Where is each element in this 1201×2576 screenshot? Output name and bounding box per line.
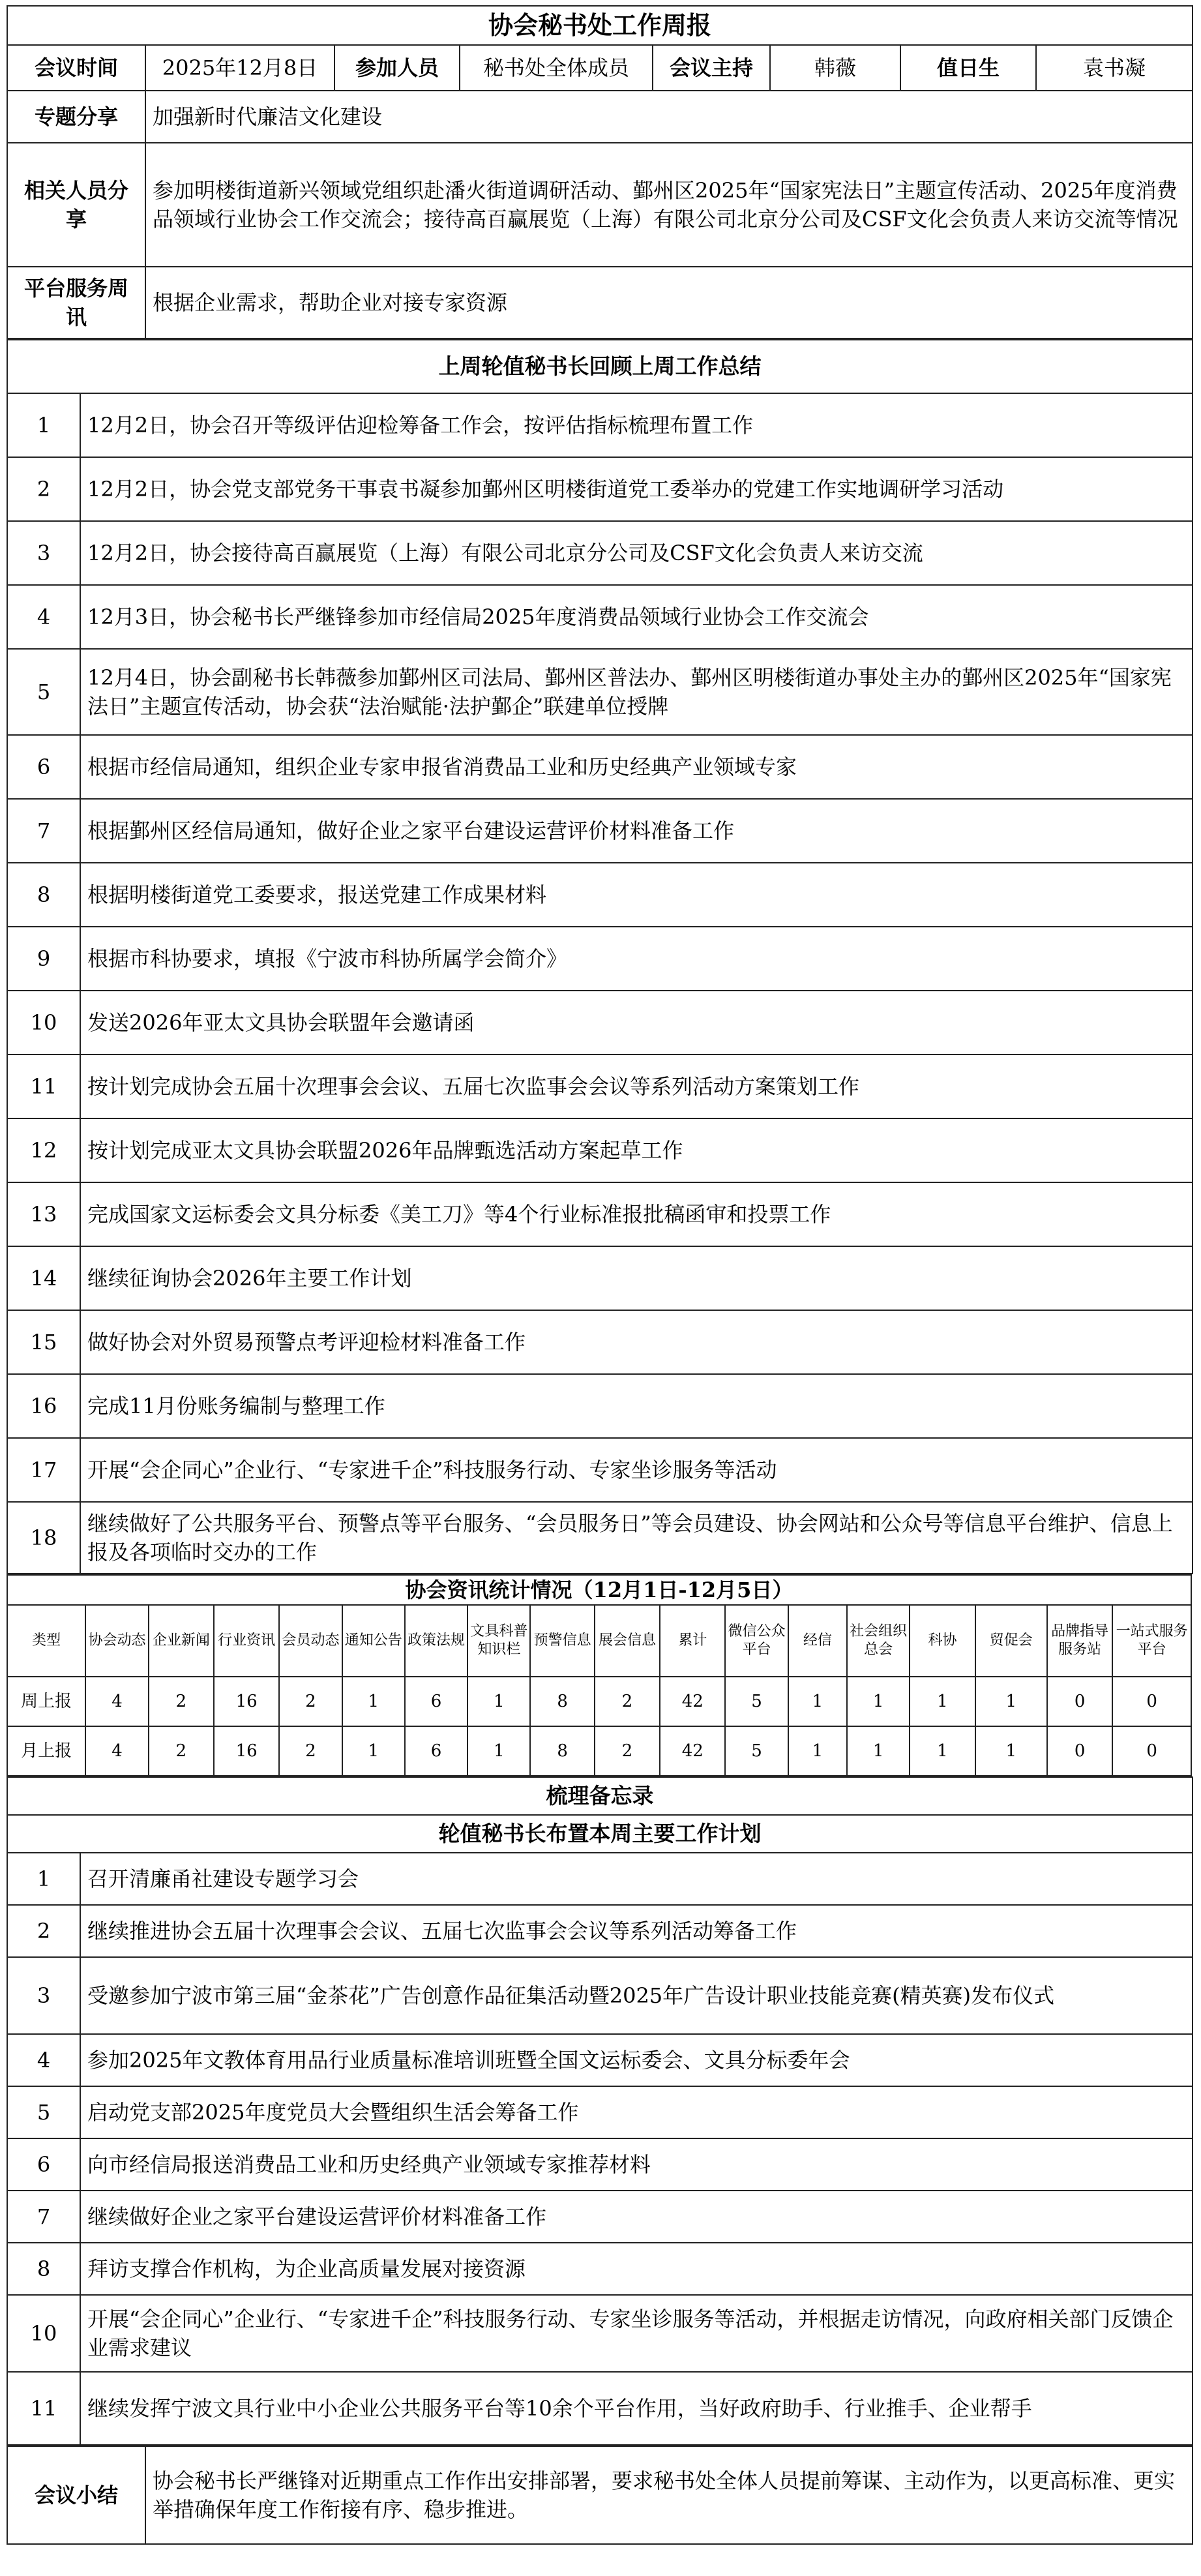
stats-cell: 1 bbox=[975, 1726, 1047, 1776]
stats-cell: 1 bbox=[342, 1677, 405, 1726]
stats-column-header: 累计 bbox=[660, 1605, 725, 1677]
last-week-item-text: 按计划完成协会五届十次理事会会议、五届七次监事会会议等系列活动方案策划工作 bbox=[80, 1055, 1193, 1118]
last-week-item-number: 1 bbox=[7, 393, 80, 457]
last-week-item-text: 12月2日，协会党支部党务干事袁书凝参加鄞州区明楼街道党工委举办的党建工作实地调研学习活动 bbox=[80, 457, 1193, 521]
memo-heading: 梳理备忘录 bbox=[7, 1777, 1193, 1815]
stats-column-header: 微信公众平台 bbox=[725, 1605, 788, 1677]
stats-column-header: 类型 bbox=[7, 1605, 85, 1677]
stats-table bbox=[7, 1574, 1192, 1776]
duty-value: 袁书凝 bbox=[1036, 45, 1193, 91]
last-week-table bbox=[7, 339, 1193, 1574]
host-label: 会议主持 bbox=[653, 45, 770, 91]
stats-cell: 0 bbox=[1112, 1677, 1191, 1726]
stats-column-header: 行业资讯 bbox=[214, 1605, 279, 1677]
stats-cell: 16 bbox=[214, 1726, 279, 1776]
stats-cell: 4 bbox=[85, 1677, 148, 1726]
stats-column-header: 品牌指导服务站 bbox=[1047, 1605, 1112, 1677]
stats-column-header: 文具科普知识栏 bbox=[467, 1605, 530, 1677]
this-week-item-text: 召开清廉甬社建设专题学习会 bbox=[80, 1853, 1193, 1905]
this-week-item-text: 向市经信局报送消费品工业和历史经典产业领域专家推荐材料 bbox=[80, 2138, 1193, 2191]
stats-cell: 8 bbox=[530, 1726, 594, 1776]
this-week-item bbox=[7, 2295, 1193, 2372]
last-week-item-number: 8 bbox=[7, 863, 80, 927]
this-week-item-text: 参加2025年文教体育用品行业质量标准培训班暨全国文运标委会、文具分标委年会 bbox=[80, 2034, 1193, 2086]
stats-column-header: 通知公告 bbox=[342, 1605, 405, 1677]
summary-label: 会议小结 bbox=[7, 2446, 145, 2544]
last-week-item-text: 继续征询协会2026年主要工作计划 bbox=[80, 1246, 1193, 1310]
stats-row bbox=[7, 1677, 1191, 1726]
stats-cell: 1 bbox=[467, 1726, 530, 1776]
this-week-item bbox=[7, 2034, 1193, 2086]
last-week-item-number: 10 bbox=[7, 991, 80, 1055]
this-week-item bbox=[7, 2191, 1193, 2243]
sharing-label: 相关人员分享 bbox=[7, 143, 145, 267]
attendees-value: 秘书处全体成员 bbox=[460, 45, 653, 91]
this-week-item-number: 7 bbox=[7, 2191, 80, 2243]
this-week-item-text: 受邀参加宁波市第三届“金茶花”广告创意作品征集活动暨2025年广告设计职业技能竞赛(精英赛)发布仪式 bbox=[80, 1957, 1193, 2034]
stats-column-header: 政策法规 bbox=[405, 1605, 467, 1677]
last-week-item bbox=[7, 521, 1193, 585]
this-week-item-number: 3 bbox=[7, 1957, 80, 2034]
stats-column-header: 一站式服务平台 bbox=[1112, 1605, 1191, 1677]
last-week-item bbox=[7, 799, 1193, 863]
last-week-item-number: 15 bbox=[7, 1310, 80, 1374]
this-week-item-number: 6 bbox=[7, 2138, 80, 2191]
this-week-item-text: 继续推进协会五届十次理事会会议、五届七次监事会会议等系列活动筹备工作 bbox=[80, 1905, 1193, 1957]
last-week-item-text: 根据市科协要求，填报《宁波市科协所属学会简介》 bbox=[80, 927, 1193, 991]
stats-row bbox=[7, 1726, 1191, 1776]
last-week-item-number: 17 bbox=[7, 1438, 80, 1502]
stats-cell: 2 bbox=[595, 1677, 660, 1726]
this-week-item-text: 启动党支部2025年度党员大会暨组织生活会筹备工作 bbox=[80, 2086, 1193, 2138]
last-week-item bbox=[7, 393, 1193, 457]
stats-column-header: 贸促会 bbox=[975, 1605, 1047, 1677]
stats-cell: 42 bbox=[660, 1726, 725, 1776]
stats-cell: 1 bbox=[910, 1726, 975, 1776]
stats-cell: 1 bbox=[467, 1677, 530, 1726]
last-week-item-number: 11 bbox=[7, 1055, 80, 1118]
stats-cell: 42 bbox=[660, 1677, 725, 1726]
stats-cell: 2 bbox=[595, 1726, 660, 1776]
this-week-item-number: 2 bbox=[7, 1905, 80, 1957]
last-week-item-text: 12月3日，协会秘书长严继锋参加市经信局2025年度消费品领域行业协会工作交流会 bbox=[80, 585, 1193, 649]
summary-value: 协会秘书长严继锋对近期重点工作作出安排部署，要求秘书处全体人员提前筹谋、主动作为，以更高标准、更实举措确保年度工作衔接有序、稳步推进。 bbox=[145, 2446, 1193, 2544]
header-table bbox=[7, 5, 1193, 339]
last-week-item-text: 12月2日，协会接待高百赢展览（上海）有限公司北京分公司及CSF文化会负责人来访交流 bbox=[80, 521, 1193, 585]
last-week-item-text: 根据市经信局通知，组织企业专家申报省消费品工业和历史经典产业领域专家 bbox=[80, 735, 1193, 799]
last-week-item-text: 做好协会对外贸易预警点考评迎检材料准备工作 bbox=[80, 1310, 1193, 1374]
last-week-item-number: 12 bbox=[7, 1118, 80, 1182]
last-week-item-number: 6 bbox=[7, 735, 80, 799]
stats-column-header: 会员动态 bbox=[279, 1605, 342, 1677]
last-week-item bbox=[7, 991, 1193, 1055]
stats-cell: 1 bbox=[847, 1726, 910, 1776]
last-week-item bbox=[7, 735, 1193, 799]
last-week-item-text: 根据鄞州区经信局通知，做好企业之家平台建设运营评价材料准备工作 bbox=[80, 799, 1193, 863]
topic-label: 专题分享 bbox=[7, 91, 145, 143]
last-week-item-number: 18 bbox=[7, 1502, 80, 1574]
stats-column-header: 科协 bbox=[910, 1605, 975, 1677]
stats-cell: 8 bbox=[530, 1677, 594, 1726]
stats-cell: 1 bbox=[788, 1677, 847, 1726]
stats-cell: 6 bbox=[405, 1677, 467, 1726]
stats-cell: 2 bbox=[149, 1726, 214, 1776]
this-week-item-text: 开展“会企同心”企业行、“专家进千企”科技服务行动、专家坐诊服务等活动，并根据走访情况，向政府相关部门反馈企业需求建议 bbox=[80, 2295, 1193, 2372]
stats-cell: 0 bbox=[1112, 1726, 1191, 1776]
last-week-item bbox=[7, 649, 1193, 735]
last-week-item bbox=[7, 1182, 1193, 1246]
stats-column-header: 企业新闻 bbox=[149, 1605, 214, 1677]
stats-column-header: 社会组织总会 bbox=[847, 1605, 910, 1677]
stats-heading: 协会资讯统计情况（12月1日-12月5日） bbox=[7, 1575, 1191, 1605]
meeting-time-label: 会议时间 bbox=[7, 45, 145, 91]
weekly-report-sheet bbox=[7, 5, 1192, 2545]
last-week-item bbox=[7, 927, 1193, 991]
this-week-item bbox=[7, 1957, 1193, 2034]
summary-table bbox=[7, 2446, 1193, 2545]
stats-cell: 2 bbox=[279, 1726, 342, 1776]
this-week-item-number: 5 bbox=[7, 2086, 80, 2138]
stats-cell: 4 bbox=[85, 1726, 148, 1776]
last-week-item-text: 继续做好了公共服务平台、预警点等平台服务、“会员服务日”等会员建设、协会网站和公众号等信息平台维护、信息上报及各项临时交办的工作 bbox=[80, 1502, 1193, 1574]
this-week-item bbox=[7, 2086, 1193, 2138]
last-week-item bbox=[7, 457, 1193, 521]
platform-value: 根据企业需求，帮助企业对接专家资源 bbox=[145, 267, 1193, 338]
last-week-item-text: 发送2026年亚太文具协会联盟年会邀请函 bbox=[80, 991, 1193, 1055]
stats-cell: 0 bbox=[1047, 1726, 1112, 1776]
stats-cell: 16 bbox=[214, 1677, 279, 1726]
sharing-value: 参加明楼街道新兴领域党组织赴潘火街道调研活动、鄞州区2025年“国家宪法日”主题宣传活动、2025年度消费品领域行业协会工作交流会；接待高百赢展览（上海）有限公司北京分公司及CSF文化会负责人来访交流等情况 bbox=[145, 143, 1193, 267]
last-week-heading: 上周轮值秘书长回顾上周工作总结 bbox=[7, 340, 1193, 393]
stats-column-header: 预警信息 bbox=[530, 1605, 594, 1677]
this-week-item-number: 1 bbox=[7, 1853, 80, 1905]
this-week-item-number: 8 bbox=[7, 2243, 80, 2295]
last-week-item-number: 4 bbox=[7, 585, 80, 649]
last-week-item-text: 开展“会企同心”企业行、“专家进千企”科技服务行动、专家坐诊服务等活动 bbox=[80, 1438, 1193, 1502]
stats-cell: 6 bbox=[405, 1726, 467, 1776]
stats-cell: 2 bbox=[149, 1677, 214, 1726]
stats-cell: 1 bbox=[847, 1677, 910, 1726]
stats-row-label: 月上报 bbox=[7, 1726, 85, 1776]
stats-column-header: 展会信息 bbox=[595, 1605, 660, 1677]
stats-cell: 0 bbox=[1047, 1677, 1112, 1726]
meeting-time-value: 2025年12月8日 bbox=[145, 45, 334, 91]
this-week-heading: 轮值秘书长布置本周主要工作计划 bbox=[7, 1815, 1193, 1853]
this-week-item bbox=[7, 2138, 1193, 2191]
last-week-item-text: 12月4日，协会副秘书长韩薇参加鄞州区司法局、鄞州区普法办、鄞州区明楼街道办事处主办的鄞州区2025年“国家宪法日”主题宣传活动，协会获“法治赋能·法护鄞企”联建单位授牌 bbox=[80, 649, 1193, 735]
stats-row-label: 周上报 bbox=[7, 1677, 85, 1726]
this-week-item bbox=[7, 2243, 1193, 2295]
last-week-item bbox=[7, 1374, 1193, 1438]
last-week-item bbox=[7, 1310, 1193, 1374]
last-week-item bbox=[7, 1438, 1193, 1502]
last-week-item-number: 2 bbox=[7, 457, 80, 521]
this-week-item-number: 4 bbox=[7, 2034, 80, 2086]
last-week-item-text: 12月2日，协会召开等级评估迎检筹备工作会，按评估指标梳理布置工作 bbox=[80, 393, 1193, 457]
this-week-item-text: 继续做好企业之家平台建设运营评价材料准备工作 bbox=[80, 2191, 1193, 2243]
last-week-item-number: 14 bbox=[7, 1246, 80, 1310]
host-value: 韩薇 bbox=[770, 45, 900, 91]
last-week-item-text: 完成国家文运标委会文具分标委《美工刀》等4个行业标准报批稿函审和投票工作 bbox=[80, 1182, 1193, 1246]
this-week-item bbox=[7, 2372, 1193, 2445]
last-week-item bbox=[7, 585, 1193, 649]
topic-value: 加强新时代廉洁文化建设 bbox=[145, 91, 1193, 143]
last-week-item-number: 7 bbox=[7, 799, 80, 863]
last-week-item bbox=[7, 863, 1193, 927]
report-title: 协会秘书处工作周报 bbox=[7, 6, 1193, 45]
last-week-item-number: 16 bbox=[7, 1374, 80, 1438]
this-week-item bbox=[7, 1853, 1193, 1905]
attendees-label: 参加人员 bbox=[334, 45, 460, 91]
last-week-item-number: 3 bbox=[7, 521, 80, 585]
last-week-item bbox=[7, 1055, 1193, 1118]
this-week-item-number: 10 bbox=[7, 2295, 80, 2372]
stats-column-header: 协会动态 bbox=[85, 1605, 148, 1677]
stats-cell: 1 bbox=[788, 1726, 847, 1776]
stats-cell: 1 bbox=[910, 1677, 975, 1726]
stats-cell: 2 bbox=[279, 1677, 342, 1726]
last-week-item bbox=[7, 1502, 1193, 1574]
stats-cell: 5 bbox=[725, 1677, 788, 1726]
last-week-item-number: 9 bbox=[7, 927, 80, 991]
last-week-item-text: 完成11月份账务编制与整理工作 bbox=[80, 1374, 1193, 1438]
stats-column-header: 经信 bbox=[788, 1605, 847, 1677]
last-week-item-text: 按计划完成亚太文具协会联盟2026年品牌甄选活动方案起草工作 bbox=[80, 1118, 1193, 1182]
this-week-item-number: 11 bbox=[7, 2372, 80, 2445]
last-week-item-text: 根据明楼街道党工委要求，报送党建工作成果材料 bbox=[80, 863, 1193, 927]
stats-cell: 1 bbox=[975, 1677, 1047, 1726]
this-week-item-text: 拜访支撑合作机构，为企业高质量发展对接资源 bbox=[80, 2243, 1193, 2295]
this-week-item-text: 继续发挥宁波文具行业中小企业公共服务平台等10余个平台作用，当好政府助手、行业推手、企业帮手 bbox=[80, 2372, 1193, 2445]
platform-label: 平台服务周讯 bbox=[7, 267, 145, 338]
last-week-item bbox=[7, 1246, 1193, 1310]
last-week-item-number: 13 bbox=[7, 1182, 80, 1246]
stats-cell: 1 bbox=[342, 1726, 405, 1776]
stats-cell: 5 bbox=[725, 1726, 788, 1776]
this-week-item bbox=[7, 1905, 1193, 1957]
duty-label: 值日生 bbox=[900, 45, 1036, 91]
this-week-table bbox=[7, 1776, 1193, 2446]
last-week-item-number: 5 bbox=[7, 649, 80, 735]
last-week-item bbox=[7, 1118, 1193, 1182]
